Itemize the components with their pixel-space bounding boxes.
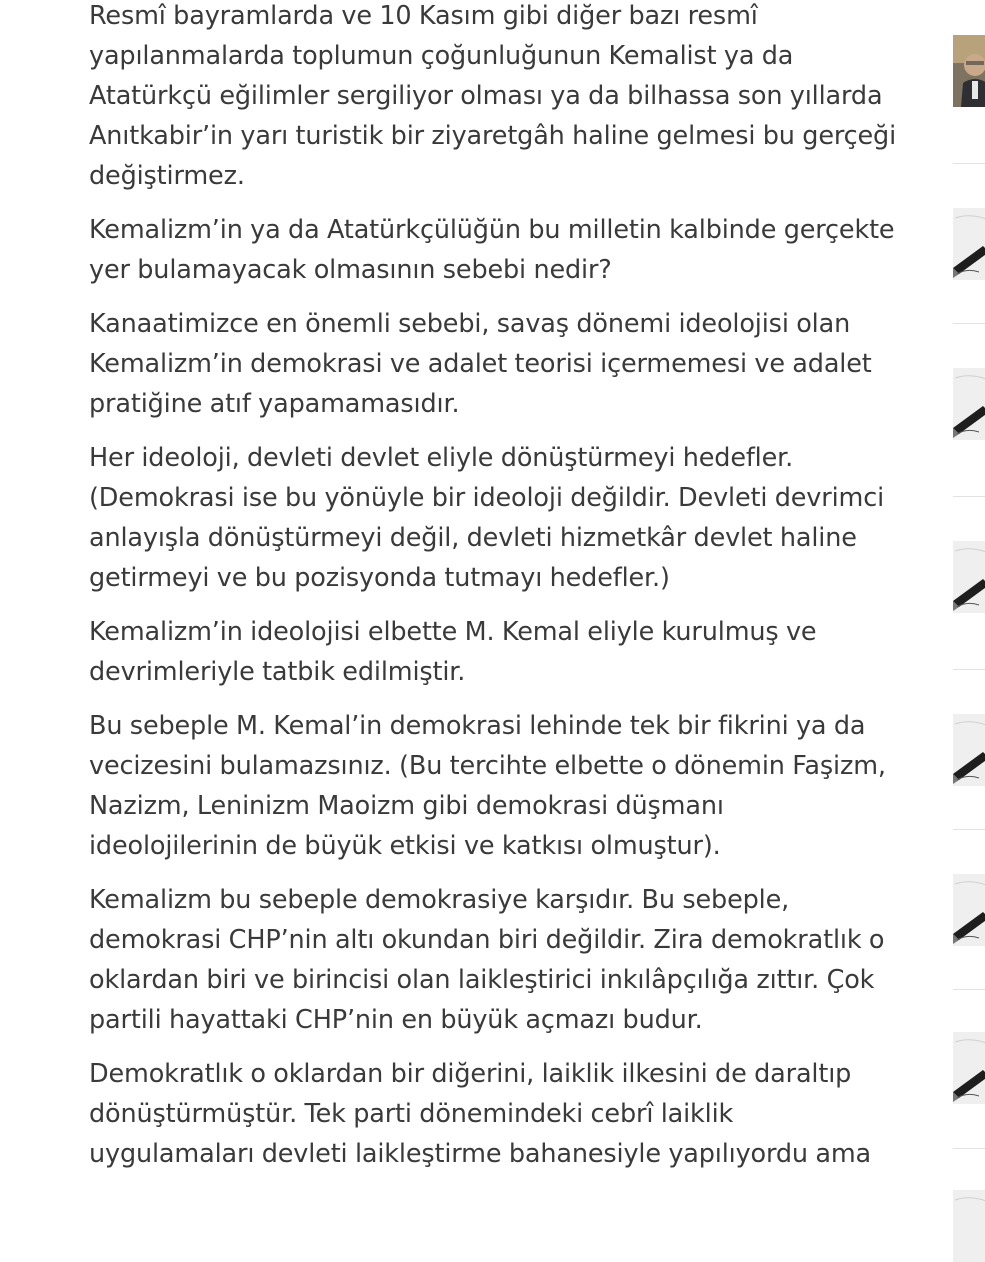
divider	[953, 1148, 985, 1149]
text-line: vecizesini bulamazsınız. (Bu tercihte elbette o dönemin Faşizm,	[89, 751, 886, 781]
text-line: getirmeyi ve bu pozisyonda tutmayı hedefler.)	[89, 563, 670, 593]
text-line: Kemalizm bu sebeple demokrasiye karşıdır. Bu sebeple,	[89, 885, 790, 915]
text-line: ideolojilerinin de büyük etkisi ve katkısı olmuştur).	[89, 831, 721, 861]
text-line: Nazizm, Leninizm Maoizm gibi demokrasi düşmanı	[89, 791, 724, 821]
divider	[953, 323, 985, 324]
fountain-pen-icon[interactable]	[953, 714, 985, 786]
text-line: Kanaatimizce en önemli sebebi, savaş dönemi ideolojisi olan	[89, 309, 851, 339]
text-line: uygulamaları devleti laikleştirme bahanesiyle yapılıyordu ama	[89, 1139, 872, 1169]
paragraph	[89, 706, 919, 866]
paragraph	[89, 438, 919, 598]
text-line: oklardan biri ve birincisi olan laikleştirici inkılâpçılığa zıttır. Çok	[89, 965, 875, 995]
text-line: (Demokrasi ise bu yönüyle bir ideoloji değildir. Devleti devrimci	[89, 483, 885, 513]
fountain-pen-icon[interactable]	[953, 1190, 985, 1262]
fountain-pen-icon[interactable]	[953, 874, 985, 946]
text-line: Resmî bayramlarda ve 10 Kasım gibi diğer bazı resmî	[89, 1, 758, 31]
text-line: Bu sebeple M. Kemal’in demokrasi lehinde tek bir fikrini ya da	[89, 711, 866, 741]
divider	[953, 496, 985, 497]
fountain-pen-icon[interactable]	[953, 541, 985, 613]
divider	[953, 989, 985, 990]
text-line: partili hayattaki CHP’nin en büyük açmazı budur.	[89, 1005, 703, 1035]
text-line: Kemalizm’in ya da Atatürkçülüğün bu milletin kalbinde gerçekte	[89, 215, 895, 245]
text-line: değiştirmez.	[89, 161, 245, 191]
paragraph	[89, 880, 919, 1040]
paragraph	[89, 612, 919, 692]
article-body	[89, 0, 919, 1188]
text-line: Her ideoloji, devleti devlet eliyle dönüştürmeyi hedefler.	[89, 443, 794, 473]
text-line: devrimleriyle tatbik edilmiştir.	[89, 657, 466, 687]
paragraph	[89, 304, 919, 424]
author-photo-icon[interactable]	[953, 35, 985, 107]
text-line: demokrasi CHP’nin altı okundan biri değildir. Zira demokratlık o	[89, 925, 885, 955]
divider	[953, 829, 985, 830]
text-line: Kemalizm’in ideolojisi elbette M. Kemal eliyle kurulmuş ve	[89, 617, 817, 647]
paragraph	[89, 210, 919, 290]
text-line: Anıtkabir’in yarı turistik bir ziyaretgâh haline gelmesi bu gerçeği	[89, 121, 897, 151]
text-line: Kemalizm’in demokrasi ve adalet teorisi içermemesi ve adalet	[89, 349, 872, 379]
fountain-pen-icon[interactable]	[953, 368, 985, 440]
paragraph	[89, 1054, 919, 1174]
text-line: anlayışla dönüştürmeyi değil, devleti hizmetkâr devlet haline	[89, 523, 857, 553]
divider	[953, 669, 985, 670]
text-line: Atatürkçü eğilimler sergiliyor olması ya da bilhassa son yıllarda	[89, 81, 883, 111]
text-line: Demokratlık o oklardan bir diğerini, laiklik ilkesini de daraltıp	[89, 1059, 852, 1089]
text-line: dönüştürmüştür. Tek parti dönemindeki cebrî laiklik	[89, 1099, 734, 1129]
paragraph	[89, 0, 919, 196]
fountain-pen-icon[interactable]	[953, 208, 985, 280]
text-line: pratiğine atıf yapamamasıdır.	[89, 389, 460, 419]
fountain-pen-icon[interactable]	[953, 1032, 985, 1104]
divider	[953, 163, 985, 164]
text-line: yapılanmalarda toplumun çoğunluğunun Kemalist ya da	[89, 41, 794, 71]
text-line: yer bulamayacak olmasının sebebi nedir?	[89, 255, 612, 285]
related-articles-sidebar	[953, 0, 985, 1200]
